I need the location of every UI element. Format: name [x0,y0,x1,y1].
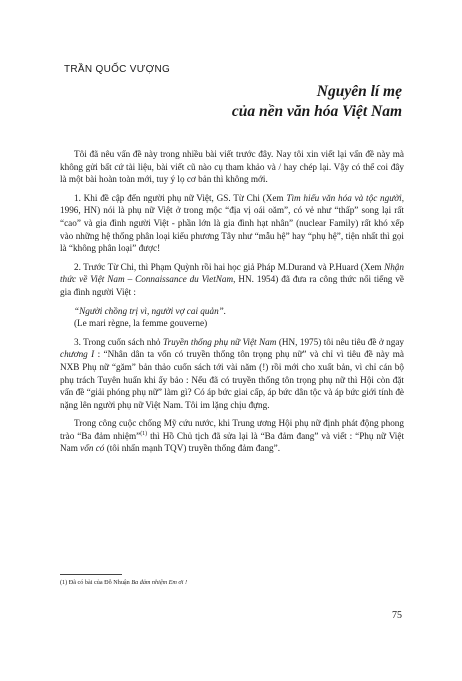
paragraph-4-emphasis: vốn có [80,443,105,454]
footnote-reference: (1) [140,430,148,437]
footnote-divider [60,574,122,575]
footnote-text: Đã có bài của Đỗ Nhuận [67,579,132,586]
paragraph-4-text-a: Trong công cuộc chống Mỹ cứu nước, khi Trung ương Hội phụ nữ định phát động phong trào “Ba đảm nhiệm” [60,418,404,441]
article-body [60,148,404,461]
paragraph-2-book-title-vn: Nhận thức về Việt Nam [60,261,404,285]
paragraph-3-text-b: (HN, 1975) tôi nêu tiêu đề ở ngay [276,336,404,347]
quote-french: (Le mari règne, la femme gouverne) [74,318,208,329]
paragraph-2-text-b: , HN. 1954) đã đưa ra công thức nổi tiếng về gia đình người Việt : [60,274,404,297]
paragraph-4-text-c: (tôi nhấn mạnh TQV) truyền thống đảm đang”. [104,443,281,454]
paragraph-4 [60,417,404,455]
author-name: TRẦN QUỐC VƯỢNG [64,64,171,75]
quote-vietnamese: “Người chồng trị vì, người vợ cai quản”. [74,305,227,316]
paragraph-4-text-b: thì Hồ Chủ tịch đã sửa lại là “Ba đảm đang” và viết : “Phụ nữ Việt Nam [60,430,404,454]
title-line-1: Nguyên lí mẹ [316,83,402,100]
paragraph-intro: Tôi đã nêu vấn đề này trong nhiều bài viết trước đây. Nay tôi xin viết lại vấn đề này mà không gửi bất cứ tài liệu, bài viết cũ nào cụ tham khảo và / hay chép lại. Vậy có thể coi đây là một bài hoàn toàn mới, tuy ý lọ cơ bản thì không mới. [60,149,404,185]
paragraph-1 [60,192,404,255]
paragraph-2 [60,261,404,299]
footnote-title: Ba đảm nhiệm Em ơi ! [131,579,188,586]
paragraph-1-book-title: Tìm hiểu văn hóa và tộc người [286,192,402,203]
paragraph-3-book-title: Truyền thống phụ nữ Việt Nam [162,336,277,347]
paragraph-2-book-title-fr: Connaissance du VietNam [135,274,234,285]
page-number: 75 [392,610,402,621]
article-title [232,82,402,122]
paragraph-2-dash: – [124,274,136,285]
paragraph-3 [60,336,404,412]
footnote-marker: (1) [60,579,68,586]
title-line-2: của nền văn hóa Việt Nam [231,103,402,120]
paragraph-1-text-b: , 1996, HN) nói là phụ nữ Việt ở trong mộc “địa vị oái oăm”, có vẻ như “thấp” song lại rất “cao” và gia đình người Việt - phần lớn là gia đình hạt nhân” (nuclear Family) rất khó xếp vào những hệ thống phân loại kiểu phương Tây như “mẫu hệ” hay “phụ hệ”, tiện nhất thì gọi là “không phân loại” được! [60,192,404,254]
footnote [60,579,404,587]
paragraph-3-chapter: chương I [60,349,95,360]
paragraph-2-text-a: 2. Trước Từ Chi, thì Phạm Quỳnh rồi hai học giả Pháp M.Durand và P.Huard (Xem [74,261,385,272]
paragraph-1-text-a: 1. Khi đề cập đến người phụ nữ Việt, GS. Từ Chi (Xem [74,192,287,203]
paragraph-3-text-c: : “Nhân dân ta vốn có truyền thống tôn trọng phụ nữ” và chỉ vì tiêu đề này mà NXB Phụ nữ “găm” bản thảo cuốn sách tới vài năm (!) rồi mới cho xuất bản, vì chỉ cán bộ phụ trách Tuyên huấn khi ấy bảo : Nếu đã có truyền thống tôn trọng phụ nữ thì Hội còn đặt vấn đề “giải phóng phụ nữ” làm gì? Có áp bức giai cấp, áp bức dân tộc và áp bức giới tính đè nặng lên người phụ nữ Việt Nam. Tôi im lặng chịu đựng. [60,349,404,410]
paragraph-3-text-a: 3. Trong cuốn sách nhỏ [74,336,163,347]
